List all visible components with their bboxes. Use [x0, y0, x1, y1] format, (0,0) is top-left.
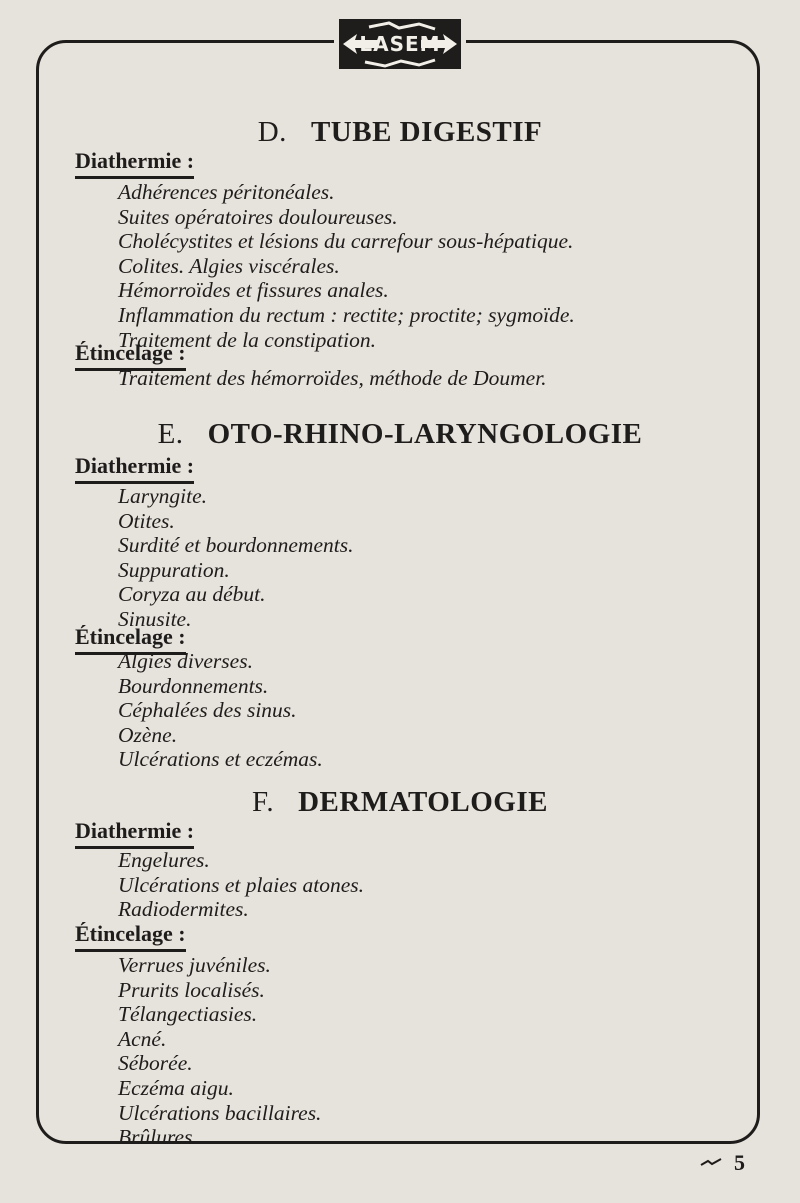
list-item: Ozène. — [118, 722, 178, 747]
list-item: Brûlures. — [118, 1125, 198, 1150]
list-item: Laryngite. — [118, 484, 207, 508]
subheading-etincelage: Étincelage : — [75, 340, 186, 371]
section-title: DERMATOLOGIE — [298, 786, 548, 818]
list-item: Eczéma aigu. — [118, 1075, 234, 1100]
decorative-mark-icon — [700, 1158, 722, 1168]
section-title: OTO-RHINO-LARYNGOLOGIE — [207, 418, 643, 450]
section-heading-d — [0, 116, 800, 149]
list-item: Traitement des hémorroïdes, méthode de Doumer. — [118, 366, 547, 390]
lasem-logo — [334, 12, 466, 76]
section-title: TUBE DIGESTIF — [310, 116, 543, 148]
page-number-text: 5 — [734, 1150, 745, 1175]
list-item: Sinusite. — [118, 606, 192, 631]
section-letter: F. — [252, 786, 275, 818]
item-list — [118, 953, 321, 1150]
list-item: Bourdonnements. — [118, 673, 269, 698]
list-item: Inflammation du rectum : rectite; proctite; sygmoïde. — [118, 302, 575, 327]
list-item: Ulcérations et eczémas. — [118, 747, 323, 772]
subheading-diathermie: Diathermie : — [75, 148, 194, 179]
list-item: Ulcérations bacillaires. — [118, 1100, 322, 1125]
section-letter: D. — [257, 116, 287, 148]
section-heading-f — [0, 786, 800, 819]
list-item: Séborée. — [118, 1051, 193, 1076]
logo-text: LASEM — [359, 32, 441, 56]
logo-badge — [339, 19, 461, 69]
list-item: Colites. Algies viscérales. — [118, 253, 340, 278]
list-item: Prurits localisés. — [118, 977, 265, 1002]
item-list — [118, 484, 353, 632]
subheading-etincelage: Étincelage : — [75, 921, 186, 952]
page-number — [700, 1150, 745, 1176]
section-letter: E. — [157, 418, 184, 450]
list-item: Céphalées des sinus. — [118, 698, 297, 723]
list-item: Adhérences péritonéales. — [118, 180, 335, 204]
section-heading-e — [0, 418, 800, 451]
item-list — [118, 649, 323, 772]
list-item: Télangectiasies. — [118, 1002, 258, 1027]
list-item: Suppuration. — [118, 557, 230, 582]
subheading-etincelage: Étincelage : — [75, 624, 186, 655]
item-list — [118, 180, 575, 352]
list-item: Cholécystites et lésions du carrefour sous-hépatique. — [118, 229, 574, 254]
subheading-diathermie: Diathermie : — [75, 818, 194, 849]
list-item: Coryza au début. — [118, 582, 266, 607]
list-item: Ulcérations et plaies atones. — [118, 872, 365, 897]
list-item: Radiodermites. — [118, 897, 249, 922]
list-item: Traitement de la constipation. — [118, 327, 376, 352]
list-item: Suites opératoires douloureuses. — [118, 204, 398, 229]
list-item: Algies diverses. — [118, 649, 253, 673]
list-item: Surdité et bourdonnements. — [118, 533, 354, 558]
list-item: Otites. — [118, 508, 175, 533]
item-list — [118, 366, 547, 391]
item-list — [118, 848, 364, 922]
subheading-diathermie: Diathermie : — [75, 453, 194, 484]
list-item: Verrues juvéniles. — [118, 953, 271, 977]
list-item: Acné. — [118, 1026, 167, 1051]
list-item: Hémorroïdes et fissures anales. — [118, 278, 389, 303]
list-item: Engelures. — [118, 848, 210, 872]
